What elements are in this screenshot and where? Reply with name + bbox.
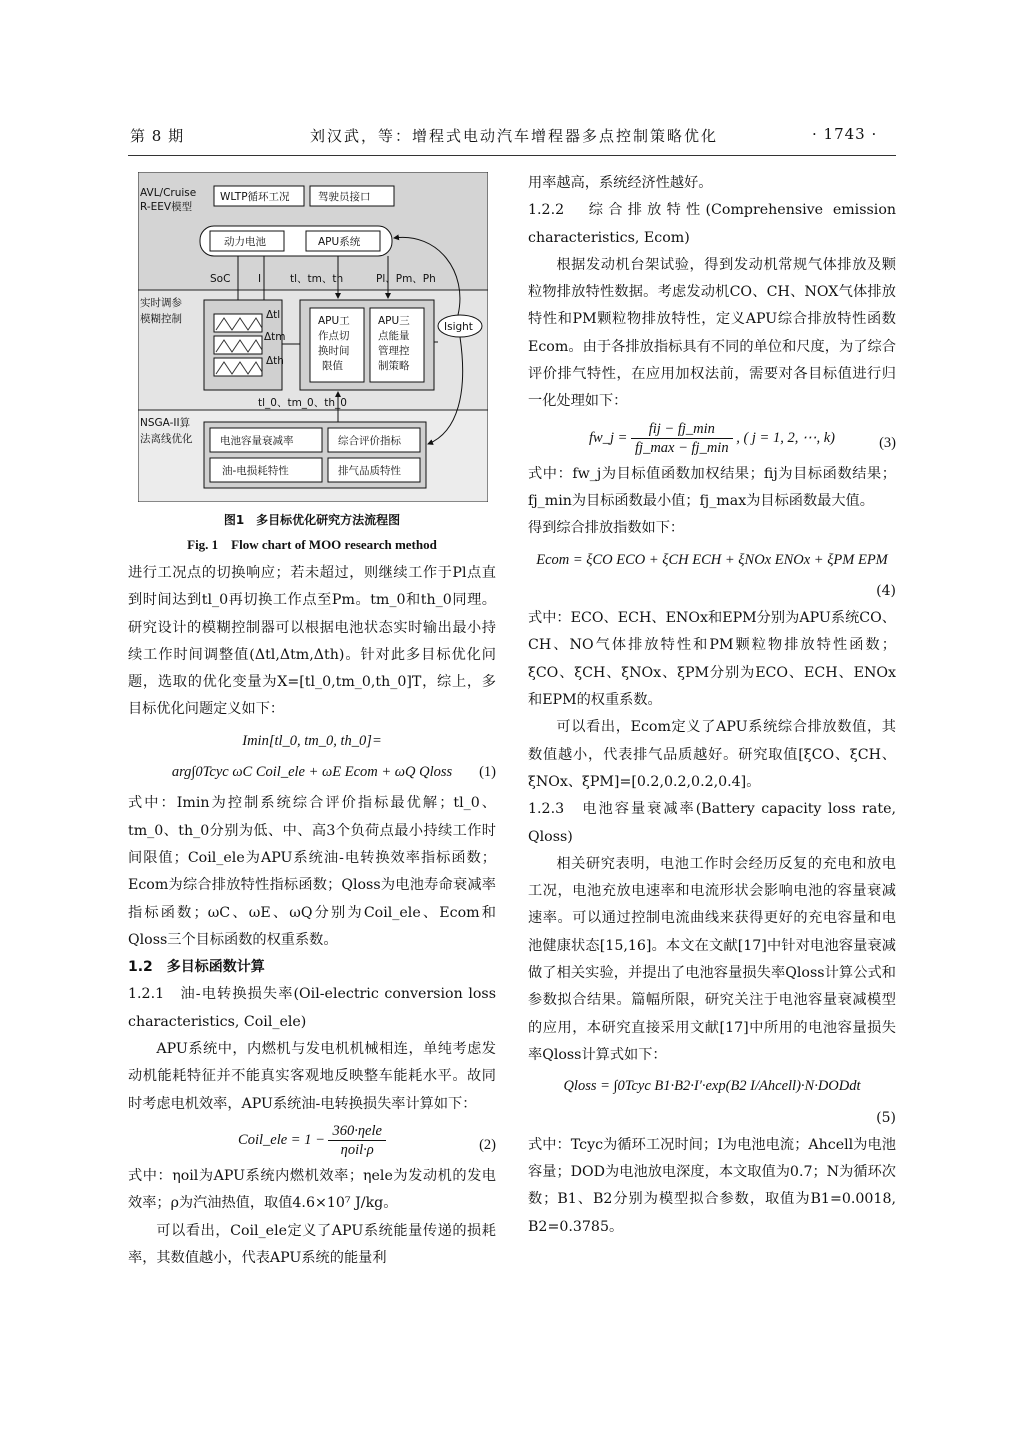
fig-box-oil-electric: 油-电损耗特性 (222, 465, 289, 477)
paragraph: 用率越高，系统经济性越好。 (528, 175, 713, 191)
fig-apu-t1: APU工 (318, 315, 350, 327)
fig-box-apu: APU系统 (318, 236, 361, 248)
left-column (128, 560, 496, 1272)
fig-box-wltp: WLTP循环工况 (220, 191, 290, 203)
header-rule (128, 155, 896, 156)
fig-label-soc: SoC (210, 273, 231, 285)
paragraph: 可以看出，Ecom定义了APU系统综合排放数值，其数值越小，代表排气品质越好。研究取值[ξCO、ξCH、ξNOx、ξPM]=[0.2,0.2,0.2,0.4]。 (528, 719, 896, 790)
page-number-issue: 第 8 期 (130, 127, 185, 145)
fig-label-avl2: R-EEV模型 (140, 201, 193, 213)
equation-2-lhs: Coil_ele = 1 − (238, 1131, 325, 1148)
equation-3-numerator: fij − fj_min (631, 420, 733, 439)
paragraph: 可以看出，Coil_ele定义了APU系统能量传递的损耗率，其数值越小，代表APU系统的能量利 (128, 1222, 496, 1266)
subsection-heading: 1.2.3 电池容量衰减率(Battery capacity loss rate, Qloss) (528, 801, 896, 845)
paragraph: 式中：Imin为控制系统综合评价指标最优解；tl_0、tm_0、th_0分别为低、中、高3个负荷点最小持续工作时间限值；Coil_ele为APU系统油-电转换效率指标函数；Ecom为综合排放特性指标函数；Qloss为电池寿命衰减率指标函数；ωC、ωE、ωQ分别为Coil_ele、Ecom和Qloss三个目标函数的权重系数。 (128, 795, 496, 948)
equation-1-body: arg∫0Tcyc ωC Coil_ele + ωE Ecom + ωQ Qloss (171, 764, 453, 781)
subsection-heading: 1.2.2 综合排放特性(Comprehensive emission characteristics, Ecom) (528, 202, 896, 246)
equation-1-number: (1) (479, 764, 496, 781)
paragraph: 式中：fw_j为目标值函数加权结果；fij为目标函数结果；fj_min为目标函数最小值；fj_max为目标函数最大值。 (528, 465, 896, 509)
equation-1-line1: Imin[tl_0, tm_0, th_0]= (242, 732, 382, 749)
equation-2-fraction (328, 1122, 385, 1159)
equation-3-rhs: , ( j = 1, 2, ⋯, k) (736, 429, 835, 446)
fig-label-nsga2: 法离线优化 (140, 433, 193, 445)
equation-5: Qloss = ∫0Tcyc B1·B2·I′·exp(B2 I/Ahcell)·N·DODdt (563, 1078, 861, 1095)
fig-apu-t3: 换时间 (318, 345, 350, 357)
equation-3 (528, 420, 896, 457)
paragraph: 根据发动机台架试验，得到发动机常规气体排放及颗粒物排放特性数据。考虑发动机CO、CH、NOX气体排放特性和PM颗粒物排放特性，定义APU综合排放特性函数Ecom。由于各排放指标具有不同的单位和尺度，为了综合评价排气特性，在应用加权法前，需要对各目标值进行归一化处理如下： (528, 256, 896, 410)
equation-3-fraction (631, 420, 733, 457)
equation-1 (128, 759, 496, 786)
equation-2 (128, 1122, 496, 1159)
paragraph: 相关研究表明，电池工作时会经历反复的充电和放电工况，电池充放电速率和电流形状会影响电池的容量衰减速率。可以通过控制电流曲线来获得更好的充电容量和电池健康状态[15,16]。本文在文献[17]中针对电池容量衰减做了相关实验，并提出了电池容量损失率Qloss计算公式和参数拟合结果。篇幅所限，研究关注于电池容量衰减模型的应用，本研究直接采用文献[17]中所用的电池容量损失率Qloss计算式如下： (528, 855, 896, 1063)
right-column (528, 170, 896, 1241)
fig-label-times: tl、tm、th (290, 273, 344, 285)
equation-2-numerator: 360·ηele (328, 1122, 385, 1141)
equation-2-denominator: ηoil·ρ (340, 1141, 374, 1158)
figure-caption-cn: 图1 多目标优化研究方法流程图 (223, 513, 401, 527)
fig-box-exhaust: 排气品质特性 (338, 465, 401, 477)
fig-apu-t2: 作点切 (318, 330, 350, 342)
flowchart-figure (138, 172, 488, 502)
fig-box-driver: 驾驶员接口 (318, 191, 371, 203)
equation-3-number: (3) (879, 434, 896, 451)
subsection-heading: 1.2.1 油-电转换损失率(Oil-electric conversion loss characteristics, Coil_ele) (128, 986, 496, 1030)
paragraph: APU系统中，内燃机与发电机机械相连，单纯考虑发动机能耗特征并不能真实客观地反映整车能耗水平。故同时考虑电机效率，APU系统油-电转换损失率计算如下： (128, 1041, 496, 1112)
paragraph: 式中：Tcyc为循环工况时间；I为电池电流；Ahcell为电池容量；DOD为电池放电深度，本文取值为0.7；N为循环次数；B1、B2分别为模型拟合参数，取值为B1=0.0018, B2=0.3785。 (528, 1136, 896, 1235)
fig-box-evaluation: 综合评价指标 (338, 435, 401, 447)
paragraph: 得到综合排放指数如下： (528, 520, 685, 537)
equation-5-number: (5) (876, 1109, 896, 1126)
fig-label-dt2: Δtm (264, 331, 286, 343)
equation-4-number: (4) (876, 582, 896, 599)
fig-label-dt1: Δtl (266, 309, 281, 321)
fig-label-nsga1: NSGA-II算 (140, 417, 191, 429)
page-number: · 1743 · (812, 125, 878, 143)
equation-2-number: (2) (479, 1136, 496, 1153)
section-heading: 1.2 多目标函数计算 (128, 959, 265, 976)
fig-label-powers: Pl、Pm、Ph (376, 273, 436, 285)
running-title: 刘汉武，等：增程式电动汽车增程器多点控制策略优化 (310, 127, 719, 145)
figure-caption-en: Fig. 1 Flow chart of MOO research method (187, 537, 437, 552)
paragraph: 式中：ηoil为APU系统内燃机效率；ηele为发动机的发电效率；ρ为汽油热值，取值4.6×10⁷ J/kg。 (128, 1167, 496, 1212)
fig-label-avl: AVL/Cruise (140, 187, 197, 199)
fig-box-capacity: 电池容量衰减率 (220, 435, 294, 447)
fig-box-battery: 动力电池 (224, 236, 266, 248)
fig-label-fuzzy1: 实时调参 (140, 297, 182, 309)
fig-label-fuzzy2: 模糊控制 (140, 313, 182, 325)
equation-3-denominator: fj_max − fj_min (635, 439, 729, 456)
fig-label-dt3: Δth (266, 355, 284, 367)
equation-3-lhs: fw_j = (589, 429, 628, 446)
fig-label-current: I (258, 273, 262, 285)
fig-isight: Isight (444, 321, 473, 333)
fig-label-t0: tl_0、tm_0、th_0 (258, 397, 347, 409)
fig-apu3-3: 管理控 (378, 345, 410, 357)
fig-apu3-2: 点能量 (378, 330, 410, 342)
fig-apu-t4: 限值 (322, 360, 343, 372)
paragraph: 进行工况点的切换响应；若未超过，则继续工作于Pl点直到时间达到tl_0再切换工作点至Pm。tm_0和th_0同理。研究设计的模糊控制器可以根据电池状态实时输出最小持续工作时间调整值(Δtl,Δtm,Δth)。针对此多目标优化问题，选取的优化变量为X=[tl_0,tm_0,th_0]T，综上，多目标优化问题定义如下： (128, 565, 496, 718)
fig-apu3-4: 制策略 (378, 360, 410, 372)
paragraph: 式中：ECO、ECH、ENOx和EPM分别为APU系统CO、CH、NO气体排放特性和PM颗粒物排放特性函数；ξCO、ξCH、ξNOx、ξPM分别为ECO、ECH、ENOx和EPM的权重系数。 (528, 610, 896, 709)
equation-4: Ecom = ξCO ECO + ξCH ECH + ξNOx ENOx + ξPM EPM (536, 551, 888, 568)
fig-apu3-1: APU三 (378, 315, 410, 327)
